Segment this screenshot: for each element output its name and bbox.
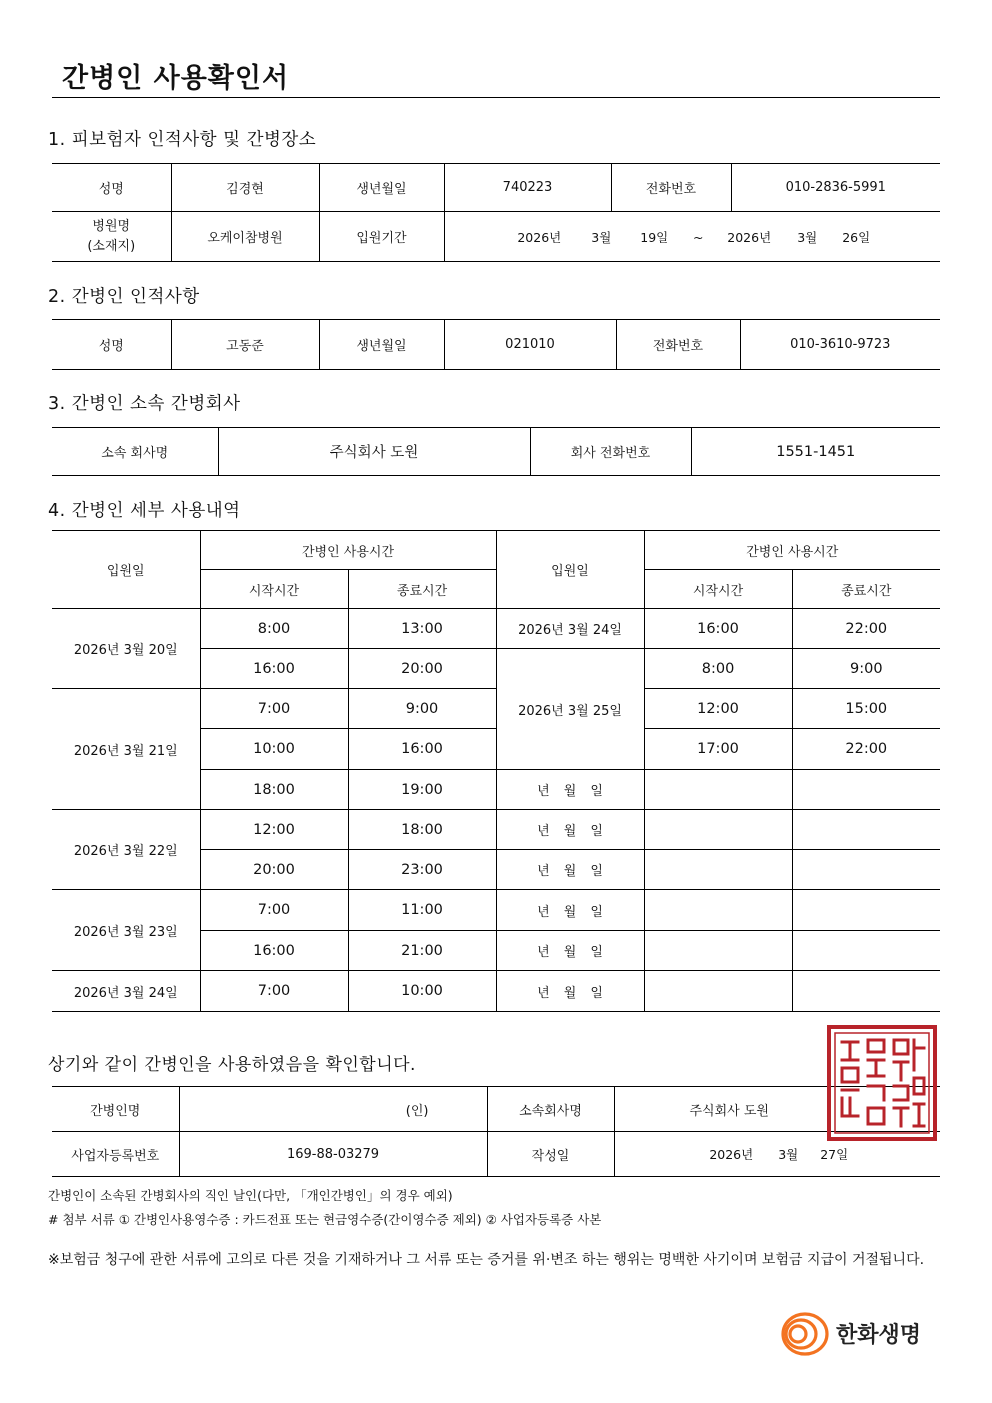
end-time: 13:00 [348,609,496,649]
company-table [52,427,940,476]
start-time: 7:00 [200,689,348,729]
col-usage-right: 간병인 사용시간 [644,531,940,570]
company-name: 주식회사 도원 [218,428,530,476]
insured-birth: 740223 [444,164,611,212]
write-date-month: 3월 [778,1147,799,1162]
end-time: 11:00 [348,890,496,931]
usage-date: 2026년 3월 24일 [496,609,644,649]
caregiver-name-label: 성명 [52,320,171,370]
blank-date [496,890,644,931]
empty-cell [792,971,940,1012]
period-label: 입원기간 [319,212,444,262]
start-time: 12:00 [644,689,792,729]
start-time: 7:00 [200,890,348,931]
hanwha-emblem-icon [778,1306,834,1362]
note-attachments: # 첨부 서류 ① 간병인사용영수증 : 카드전표 또는 현금영수증(간이영수증 제외) ② 사업자등록증 사본 [48,1212,602,1227]
caregiver-sign-label: 간병인명 [52,1087,179,1132]
insured-name: 김경현 [171,164,319,212]
end-time: 16:00 [348,729,496,770]
company-seal [826,1024,938,1142]
empty-cell [792,850,940,890]
start-time: 16:00 [644,609,792,649]
section4-heading: 4. 간병인 세부 사용내역 [48,501,241,521]
empty-cell [644,850,792,890]
blank-year: 년 [537,985,550,1001]
admission-period [444,212,940,262]
sign-company: 주식회사 도원 [689,1103,769,1119]
empty-cell [792,931,940,971]
end-time: 22:00 [792,729,940,770]
company-phone: 1551-1451 [691,428,940,476]
empty-cell [792,810,940,850]
period-tilde: ~ [693,229,704,245]
insured-name-label: 성명 [52,164,171,212]
hospital-sub-label: (소재지) [87,238,136,254]
section2-heading: 2. 간병인 인적사항 [48,287,200,307]
insured-phone: 010-2836-5991 [731,164,940,212]
seal-mark: (인) [405,1103,429,1119]
usage-table [52,530,940,1012]
insured-table [52,163,940,262]
blank-month: 월 [563,985,577,1001]
caregiver-birth: 021010 [444,320,616,370]
period-start-year: 2026년 [517,229,562,245]
blank-month: 월 [563,904,577,920]
end-time: 20:00 [348,649,496,689]
blank-day: 일 [590,784,603,799]
blank-year: 년 [537,945,550,960]
col-start-right: 시작시간 [644,570,792,609]
empty-cell [792,890,940,931]
empty-cell [644,890,792,931]
insured-phone-label: 전화번호 [611,164,731,212]
usage-date: 2026년 3월 25일 [496,649,644,770]
caregiver-name: 고동준 [171,320,319,370]
sign-company-label: 소속회사명 [487,1087,614,1132]
usage-date: 2026년 3월 20일 [52,609,200,689]
start-time: 18:00 [200,770,348,810]
insured-birth-label: 생년월일 [319,164,444,212]
usage-date: 2026년 3월 24일 [52,971,200,1012]
start-time: 16:00 [200,649,348,689]
end-time: 9:00 [792,649,940,689]
end-time: 9:00 [348,689,496,729]
blank-year: 년 [537,824,550,839]
caregiver-sign-cell [179,1087,487,1132]
start-time: 16:00 [200,931,348,971]
hospital-label-cell [52,212,171,262]
signature-table [52,1086,940,1177]
start-time: 20:00 [200,850,348,890]
usage-date: 2026년 3월 21일 [52,689,200,810]
caregiver-table [52,319,940,370]
blank-day: 일 [590,985,603,1001]
biz-no: 169-88-03279 [179,1132,487,1177]
empty-cell [644,931,792,971]
blank-day: 일 [590,904,603,920]
company-phone-label: 회사 전화번호 [530,428,691,476]
caregiver-birth-label: 생년월일 [319,320,444,370]
blank-day: 일 [590,945,603,960]
start-time: 7:00 [200,971,348,1012]
col-end-left: 종료시간 [348,570,496,609]
hanwha-life-logo [778,1306,938,1362]
col-date-right: 입원일 [496,531,644,609]
period-end-year: 2026년 [727,229,772,245]
end-time: 10:00 [348,971,496,1012]
confirm-statement: 상기와 같이 간병인을 사용하였음을 확인합니다. [48,1055,416,1075]
caregiver-phone: 010-3610-9723 [740,320,940,370]
end-time: 19:00 [348,770,496,810]
blank-date [496,971,644,1012]
biz-no-label: 사업자등록번호 [52,1132,179,1177]
blank-date [496,850,644,890]
empty-cell [792,770,940,810]
end-time: 18:00 [348,810,496,850]
period-end-day: 26일 [842,229,871,245]
blank-month: 월 [563,945,577,960]
write-date-day: 27일 [820,1147,849,1162]
end-time: 23:00 [348,850,496,890]
hospital-name: 오케이참병원 [171,212,319,262]
period-start-month: 3월 [591,229,612,245]
blank-day: 일 [590,824,603,839]
hospital-label: 병원명 [92,218,131,234]
page-title: 간병인 사용확인서 [62,63,290,94]
col-start-left: 시작시간 [200,570,348,609]
company-label: 소속 회사명 [52,428,218,476]
start-time: 8:00 [200,609,348,649]
section1-heading: 1. 피보험자 인적사항 및 간병장소 [48,130,317,150]
start-time: 17:00 [644,729,792,770]
blank-date [496,810,644,850]
blank-day: 일 [590,864,603,879]
start-time: 10:00 [200,729,348,770]
blank-date [496,931,644,971]
logo-text: 한화생명 [836,1323,922,1348]
col-date-left: 입원일 [52,531,200,609]
blank-year: 년 [537,864,550,879]
caregiver-phone-label: 전화번호 [616,320,740,370]
col-end-right: 종료시간 [792,570,940,609]
end-time: 15:00 [792,689,940,729]
blank-month: 월 [563,824,577,839]
period-end-month: 3월 [797,229,818,245]
blank-year: 년 [537,784,550,799]
title-divider [52,97,940,98]
write-date-year: 2026년 [709,1147,754,1162]
start-time: 12:00 [200,810,348,850]
end-time: 21:00 [348,931,496,971]
empty-cell [644,770,792,810]
period-start-day: 19일 [640,229,669,245]
empty-cell [644,971,792,1012]
fraud-warning: ※보험금 청구에 관한 서류에 고의로 다른 것을 기재하거나 그 서류 또는 증거를 위·변조 하는 행위는 명백한 사기이며 보험금 지급이 거절됩니다. [48,1252,925,1268]
note-seal: 간병인이 소속된 간병회사의 직인 날인(다만, 「개인간병인」의 경우 예외) [48,1188,453,1203]
blank-date [496,770,644,810]
blank-month: 월 [563,784,577,799]
write-date-label: 작성일 [487,1132,614,1177]
end-time: 22:00 [792,609,940,649]
empty-cell [644,810,792,850]
start-time: 8:00 [644,649,792,689]
blank-month: 월 [563,864,577,879]
section3-heading: 3. 간병인 소속 간병회사 [48,394,241,414]
usage-date: 2026년 3월 22일 [52,810,200,890]
usage-date: 2026년 3월 23일 [52,890,200,971]
blank-year: 년 [537,904,550,920]
col-usage-left: 간병인 사용시간 [200,531,496,570]
